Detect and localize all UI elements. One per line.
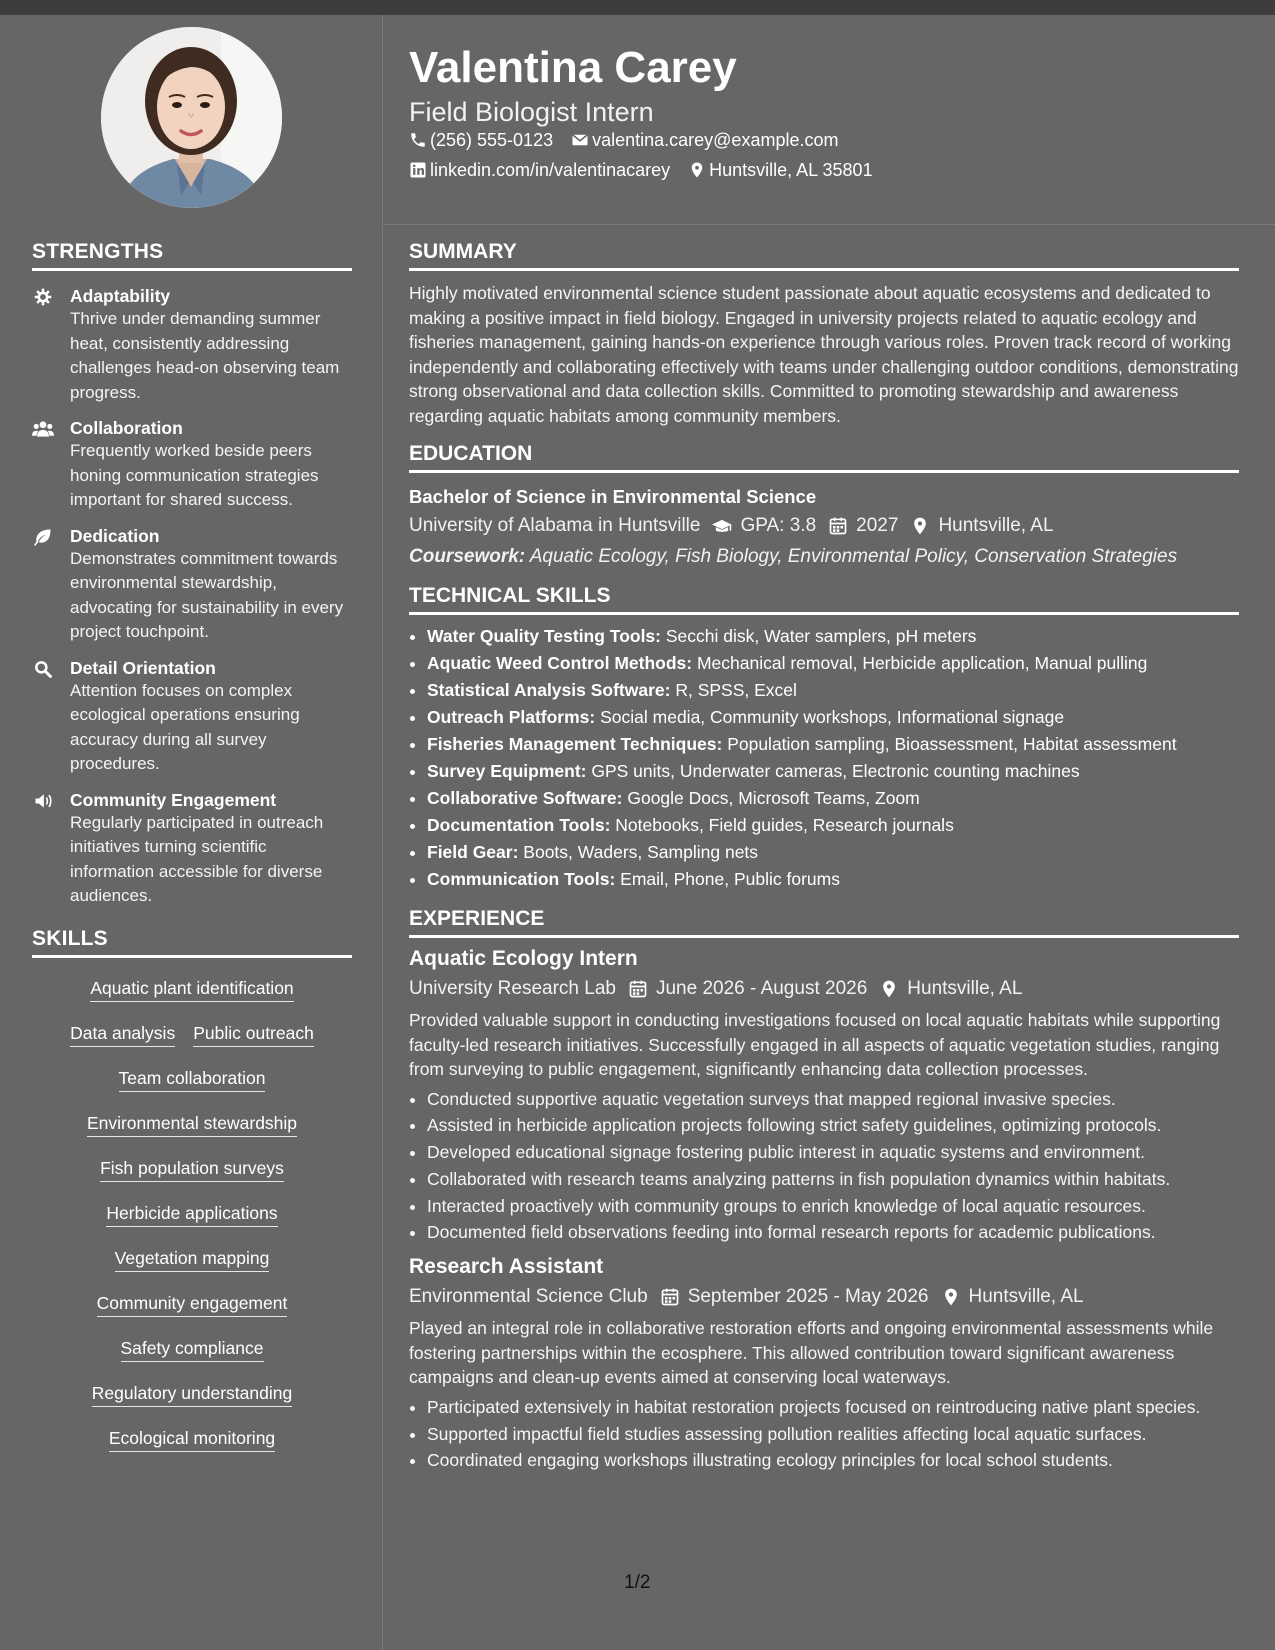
skill-label: Documentation Tools: — [427, 815, 611, 835]
location-pin-icon — [910, 516, 930, 536]
summary-title: SUMMARY — [409, 240, 1239, 271]
list-item: • Developed educational signage fostering public interest in aquatic systems and environment. — [427, 1139, 1239, 1166]
megaphone-icon — [32, 791, 54, 811]
list-item: • Assisted in herbicide application projects following strict safety guidelines, optimizing protocols. — [427, 1112, 1239, 1139]
sidebar — [32, 240, 352, 1467]
technical-skills-list — [409, 623, 1239, 893]
gear-icon — [32, 287, 54, 307]
skill-value: Secchi disk, Water samplers, pH meters — [665, 626, 977, 646]
strength-name: Community Engagement — [70, 789, 277, 810]
strength-name: Adaptability — [70, 286, 171, 306]
location-pin-icon — [879, 979, 899, 999]
skills-title: SKILLS — [32, 927, 352, 958]
skill-tag: Vegetation mapping — [115, 1242, 270, 1272]
technical-skills-section — [409, 584, 1239, 893]
education-title: EDUCATION — [409, 442, 1239, 473]
leaf-icon — [32, 527, 54, 547]
strength-item — [32, 525, 352, 645]
list-item — [427, 758, 1239, 785]
search-icon — [32, 659, 54, 679]
list-item — [427, 866, 1239, 893]
candidate-role: Field Biologist Intern — [409, 97, 654, 127]
envelope-icon — [571, 131, 589, 149]
skill-tag: Data analysis — [70, 1017, 175, 1047]
list-item — [427, 650, 1239, 677]
job-org: Environmental Science Club — [409, 1286, 648, 1308]
sidebar-divider — [382, 15, 383, 1650]
job-meta — [409, 976, 1239, 1002]
skill-tag: Public outreach — [193, 1017, 314, 1047]
skills-list — [32, 972, 352, 1467]
school-location: Huntsville, AL — [938, 515, 1054, 536]
list-item — [427, 839, 1239, 866]
location-pin-icon — [941, 1287, 961, 1307]
coursework-label: Coursework: — [409, 546, 526, 567]
skill-value: Population sampling, Bioassessment, Habitat assessment — [727, 734, 1177, 754]
list-item — [427, 812, 1239, 839]
education-meta — [409, 513, 1239, 539]
contact-row-1 — [409, 129, 838, 151]
coursework-list: Aquatic Ecology, Fish Biology, Environmental Policy, Conservation Strategies — [529, 546, 1178, 567]
contact-row-2 — [409, 159, 873, 181]
strength-name: Collaboration — [70, 418, 183, 438]
skill-tag: Safety compliance — [121, 1332, 264, 1362]
strength-name: Dedication — [70, 525, 160, 546]
job-location: Huntsville, AL — [968, 1286, 1084, 1308]
linkedin-icon — [409, 161, 427, 179]
list-item: • Supported impactful field studies assessing pollution realities affecting local aquatic surfaces. — [427, 1421, 1239, 1448]
strengths-title: STRENGTHS — [32, 240, 352, 271]
skill-value: Email, Phone, Public forums — [620, 869, 840, 889]
skill-tag: Fish population surveys — [100, 1152, 284, 1182]
skill-tag: Ecological monitoring — [109, 1422, 275, 1452]
coursework — [409, 544, 1239, 570]
strength-item — [32, 417, 352, 513]
skill-label: Collaborative Software: — [427, 788, 623, 808]
experience-section — [409, 907, 1239, 1474]
strength-desc: Regularly participated in outreach initiatives turning scientific information accessible for diverse audiences. — [70, 812, 324, 905]
list-item — [427, 623, 1239, 650]
strength-item — [32, 789, 352, 909]
skill-tag: Community engagement — [97, 1287, 288, 1317]
skill-value: Mechanical removal, Herbicide application, Manual pulling — [696, 653, 1148, 673]
strength-desc: Frequently worked beside peers honing communication strategies important for shared success. — [70, 441, 319, 509]
linkedin-link[interactable]: linkedin.com/in/valentinacarey — [430, 160, 671, 180]
skill-value: Google Docs, Microsoft Teams, Zoom — [627, 788, 920, 808]
phone-icon — [409, 131, 427, 149]
skill-label: Survey Equipment: — [427, 761, 587, 781]
header-divider — [383, 224, 1275, 225]
job-dates: September 2025 - May 2026 — [687, 1286, 929, 1308]
gpa: GPA: 3.8 — [740, 515, 817, 536]
job-location: Huntsville, AL — [907, 978, 1023, 999]
strengths-list — [32, 285, 352, 909]
skill-label: Communication Tools: — [427, 869, 616, 889]
job-entry — [409, 1254, 1239, 1474]
skill-label: Fisheries Management Techniques: — [427, 734, 723, 754]
calendar-icon — [628, 979, 648, 999]
skill-label: Aquatic Weed Control Methods: — [427, 653, 693, 673]
skill-tag: Environmental stewardship — [87, 1107, 297, 1137]
experience-title: EXPERIENCE — [409, 907, 1239, 938]
top-bar — [0, 0, 1275, 15]
skill-value: Social media, Community workshops, Informational signage — [600, 707, 1065, 727]
degree: Bachelor of Science in Environmental Science — [409, 486, 817, 507]
strength-item — [32, 285, 352, 405]
list-item — [427, 704, 1239, 731]
list-item: • Interacted proactively with community groups to enrich knowledge of local aquatic resources. — [427, 1193, 1239, 1220]
job-entry — [409, 946, 1239, 1246]
graduation-year: 2027 — [856, 515, 899, 536]
school-name: University of Alabama in Huntsville — [409, 515, 701, 536]
strength-desc: Demonstrates commitment towards environmental stewardship, advocating for sustainability in every project touchpoint. — [70, 548, 344, 641]
location-pin-icon — [688, 161, 706, 179]
job-title: Aquatic Ecology Intern — [409, 947, 638, 970]
job-description: Played an integral role in collaborative restoration efforts and ongoing environmental assessments while fostering partnerships within the ecosphere. This allowed contribution toward significant awareness campaigns and clean-up events aimed at conserving local waterways. — [409, 1318, 1214, 1388]
job-dates: June 2026 - August 2026 — [655, 978, 868, 999]
strength-desc: Thrive under demanding summer heat, consistently addressing challenges head-on observing team progress. — [70, 309, 340, 402]
skill-tag: Team collaboration — [119, 1062, 266, 1092]
email-link[interactable]: valentina.carey@example.com — [592, 130, 839, 150]
phone-text[interactable]: (256) 555-0123 — [430, 130, 554, 150]
page-number: 1/2 — [624, 1572, 651, 1593]
education-section — [409, 442, 1239, 570]
strength-item — [32, 657, 352, 777]
skill-label: Outreach Platforms: — [427, 707, 596, 727]
list-item — [427, 785, 1239, 812]
list-item: • Collaborated with research teams analyzing patterns in fish population dynamics within habitats. — [427, 1166, 1239, 1193]
skill-label: Field Gear: — [427, 842, 519, 862]
location-text: Huntsville, AL 35801 — [709, 160, 873, 180]
users-icon — [32, 419, 54, 439]
job-title: Research Assistant — [409, 1255, 604, 1279]
list-item: • Coordinated engaging workshops illustrating ecology principles for local school students. — [427, 1447, 1239, 1474]
candidate-name: Valentina Carey — [409, 43, 737, 92]
graduation-cap-icon — [712, 516, 732, 536]
job-org: University Research Lab — [409, 978, 616, 999]
job-bullets — [409, 1394, 1239, 1474]
list-item: • Conducted supportive aquatic vegetation surveys that mapped regional invasive species. — [427, 1086, 1239, 1113]
summary-text: Highly motivated environmental science student passionate about aquatic ecosystems and dedicated to making a positive impact in field biology. Engaged in university projects related to aquatic ecology and fisheries management, gaining hands-on experience through various roles. Proven track record of working independently and collaborating effectively with teams under challenging outdoor conditions, demonstrating strong observational and data collection skills. Committed to promoting stewardship and awareness regarding aquatic habitats among community members. — [409, 283, 1239, 426]
skill-tag: Herbicide applications — [106, 1197, 277, 1227]
list-item: • Documented field observations feeding into formal research reports for academic publications. — [427, 1219, 1239, 1246]
job-description: Provided valuable support in conducting investigations focused on local aquatic habitats while supporting faculty-led research initiatives. Successfully engaged in all aspects of aquatic vegetation studies, ranging from surveying to public engagement, significantly enhancing data collection processes. — [409, 1010, 1221, 1079]
avatar — [101, 27, 282, 208]
main-content — [409, 240, 1239, 1474]
calendar-icon — [828, 516, 848, 536]
strength-desc: Attention focuses on complex ecological operations ensuring accuracy during all survey procedures. — [70, 680, 300, 773]
skill-label: Water Quality Testing Tools: — [427, 626, 661, 646]
skill-tag: Aquatic plant identification — [90, 972, 293, 1002]
calendar-icon — [660, 1287, 680, 1307]
skill-label: Statistical Analysis Software: — [427, 680, 671, 700]
list-item: • Participated extensively in habitat restoration projects focused on reintroducing native plant species. — [427, 1394, 1239, 1421]
skill-value: GPS units, Underwater cameras, Electronic counting machines — [591, 761, 1080, 781]
job-meta — [409, 1284, 1239, 1310]
skill-value: Boots, Waders, Sampling nets — [523, 842, 759, 862]
strength-name: Detail Orientation — [70, 657, 216, 678]
skill-value: Notebooks, Field guides, Research journals — [615, 815, 954, 835]
skill-tag: Regulatory understanding — [92, 1377, 292, 1407]
job-bullets — [409, 1086, 1239, 1247]
list-item — [427, 677, 1239, 704]
technical-skills-title: TECHNICAL SKILLS — [409, 584, 1239, 615]
list-item — [427, 731, 1239, 758]
skill-value: R, SPSS, Excel — [675, 680, 797, 700]
